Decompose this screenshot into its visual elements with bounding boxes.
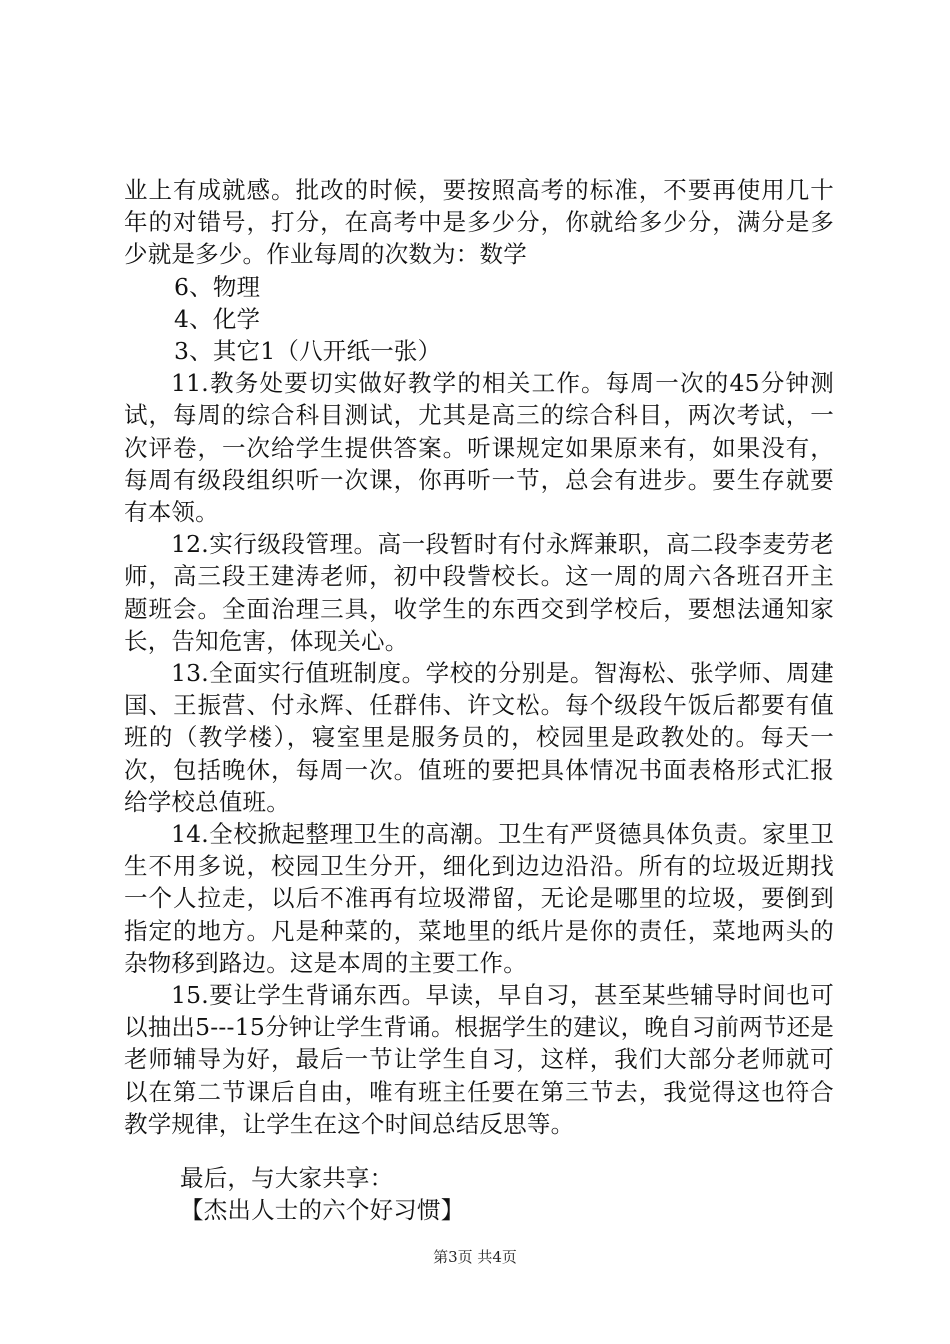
intro-paragraph: 业上有成就感。批改的时候，要按照高考的标准，不要再使用几十年的对错号，打分，在高考中是多少分，你就给多少分，满分是多少就是多少。作业每周的次数为：数学	[124, 176, 834, 269]
paragraph-14: 14.全校掀起整理卫生的高潮。卫生有严贤德具体负责。家里卫生不用多说，校园卫生分开，细化到边边沿沿。所有的垃圾近期找一个人拉走，以后不准再有垃圾滞留，无论是哪里的垃圾，要倒到指定的地方。凡是种菜的，菜地里的纸片是你的责任，菜地两头的杂物移到路边。这是本周的主要工作。	[124, 820, 834, 977]
paragraph-15: 15.要让学生背诵东西。早读，早自习，甚至某些辅导时间也可以抽出5---15分钟让学生背诵。根据学生的建议，晚自习前两节还是老师辅导为好，最后一节让学生自习，这样，我们大部分老师就可以在第二节课后自由，唯有班主任要在第三节去，我觉得这也符合教学规律，让学生在这个时间总结反思等。	[124, 981, 834, 1138]
paragraph-12: 12.实行级段管理。高一段暂时有付永辉兼职，高二段李麦劳老师，高三段王建涛老师，初中段訾校长。这一周的周六各班召开主题班会。全面治理三具，收学生的东西交到学校后，要想法通知家长，告知危害，体现关心。	[124, 530, 834, 655]
closing-title: 【杰出人士的六个好习惯】	[180, 1196, 465, 1225]
homework-item-other: 3、其它1（八开纸一张）	[174, 337, 442, 366]
document-body	[124, 174, 834, 1227]
page-footer: 第3页 共4页	[433, 1248, 517, 1266]
paragraph-13: 13.全面实行值班制度。学校的分别是。智海松、张学师、周建国、王振营、付永辉、任群伟、许文松。每个级段午饭后都要有值班的（教学楼），寝室里是服务员的，校园里是政教处的。每天一次，包括晚休，每周一次。值班的要把具体情况书面表格形式汇报给学校总值班。	[124, 659, 834, 816]
closing-line: 最后，与大家共享：	[180, 1164, 394, 1193]
section-spacer	[124, 1140, 834, 1162]
paragraph-11: 11.教务处要切实做好教学的相关工作。每周一次的45分钟测试，每周的综合科目测试，尤其是高三的综合科目，两次考试，一次评卷，一次给学生提供答案。听课规定如果原来有，如果没有，每周有级段组织听一次课，你再听一节，总会有进步。要生存就要有本领。	[124, 369, 834, 527]
homework-item-physics: 6、物理	[174, 272, 261, 301]
homework-item-chemistry: 4、化学	[174, 304, 261, 333]
